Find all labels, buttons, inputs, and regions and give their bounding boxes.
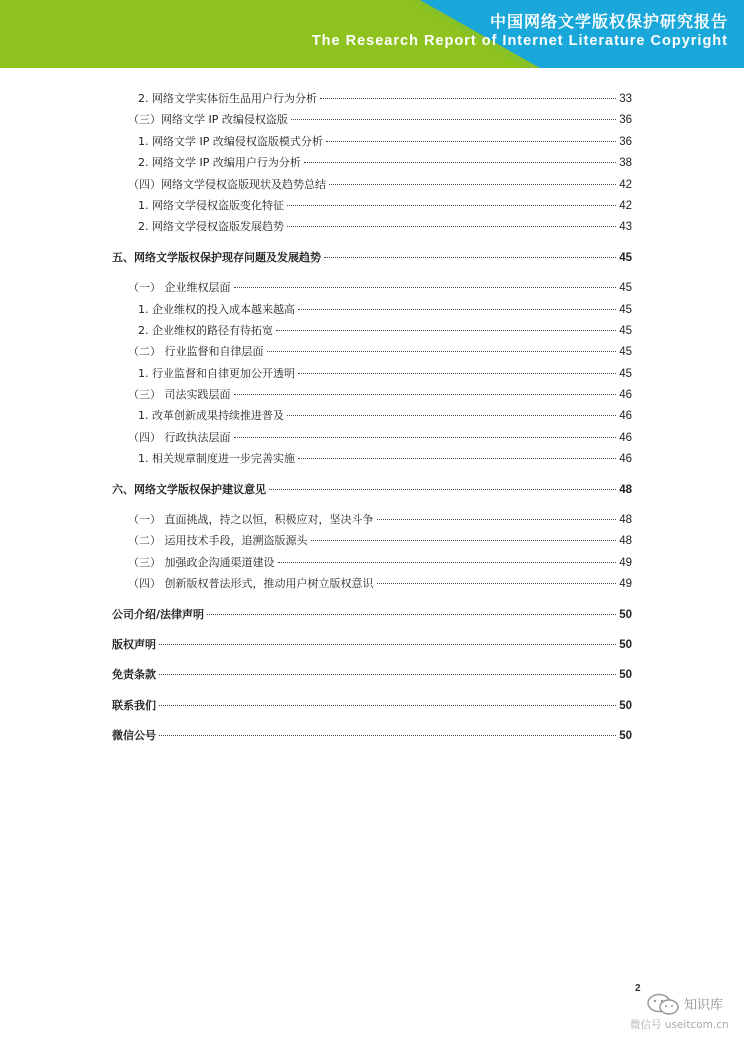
report-title-cn: 中国网络文学版权保护研究报告 xyxy=(489,12,728,31)
toc-chapter[interactable]: 微信公号 50 xyxy=(112,729,632,743)
watermark xyxy=(628,992,740,1037)
watermark-subtitle: 微信号 useitcom.cn xyxy=(630,1019,729,1031)
table-of-contents xyxy=(112,88,632,747)
toc-entry[interactable]: 1. 相关规章制度进一步完善实施 46 xyxy=(138,452,632,466)
toc-entry[interactable]: 1. 网络文学 IP 改编侵权盗版模式分析 36 xyxy=(138,134,632,148)
toc-entry[interactable]: 2. 企业维权的路径有待拓宽 45 xyxy=(138,323,632,337)
toc-entry[interactable]: （三）网络文学 IP 改编侵权盗版 36 xyxy=(128,113,632,127)
toc-entry[interactable]: 1. 网络文学侵权盗版变化特征 42 xyxy=(138,198,632,212)
toc-entry[interactable]: 1. 企业维权的投入成本越来越高 45 xyxy=(138,302,632,316)
toc-chapter[interactable]: 公司介绍/法律声明 50 xyxy=(112,607,632,621)
toc-entry[interactable]: （四） 行政执法层面 46 xyxy=(128,430,632,444)
report-title-en: The Research Report of Internet Literature Copyright xyxy=(311,33,728,49)
toc-entry[interactable]: 1. 行业监督和自律更加公开透明 45 xyxy=(138,366,632,380)
toc-entry[interactable]: （一） 直面挑战，持之以恒，积极应对，坚决斗争 48 xyxy=(128,513,632,527)
toc-entry[interactable]: （一） 企业维权层面 45 xyxy=(128,281,632,295)
report-header xyxy=(0,0,744,68)
toc-entry[interactable]: （二） 运用技术手段，追溯盗版源头 48 xyxy=(128,534,632,548)
toc-entry[interactable]: （四）网络文学侵权盗版现状及趋势总结 42 xyxy=(128,177,632,191)
page-number: 2 xyxy=(635,983,641,994)
toc-entry[interactable]: （三） 司法实践层面 46 xyxy=(128,388,632,402)
toc-entry[interactable]: 1. 改革创新成果持续推进普及 46 xyxy=(138,409,632,423)
toc-entry[interactable]: 2. 网络文学侵权盗版发展趋势 43 xyxy=(138,220,632,234)
toc-entry[interactable]: （三） 加强政企沟通渠道建设 49 xyxy=(128,555,632,569)
toc-entry[interactable]: （二） 行业监督和自律层面 45 xyxy=(128,345,632,359)
watermark-brand: 知识库 xyxy=(684,998,724,1013)
wechat-icon xyxy=(646,993,680,1015)
toc-chapter[interactable]: 六、网络文学版权保护建议意见 48 xyxy=(112,482,632,496)
toc-entry[interactable]: 2. 网络文学实体衍生品用户行为分析 33 xyxy=(138,92,632,105)
toc-entry[interactable]: （四） 创新版权普法形式，推动用户树立版权意识 49 xyxy=(128,577,632,591)
toc-entry[interactable]: 2. 网络文学 IP 改编用户行为分析 38 xyxy=(138,156,632,170)
toc-chapter[interactable]: 联系我们 50 xyxy=(112,698,632,712)
toc-chapter[interactable]: 版权声明 50 xyxy=(112,637,632,651)
toc-chapter[interactable]: 五、网络文学版权保护现存问题及发展趋势 45 xyxy=(112,250,632,264)
toc-chapter[interactable]: 免责条款 50 xyxy=(112,668,632,682)
